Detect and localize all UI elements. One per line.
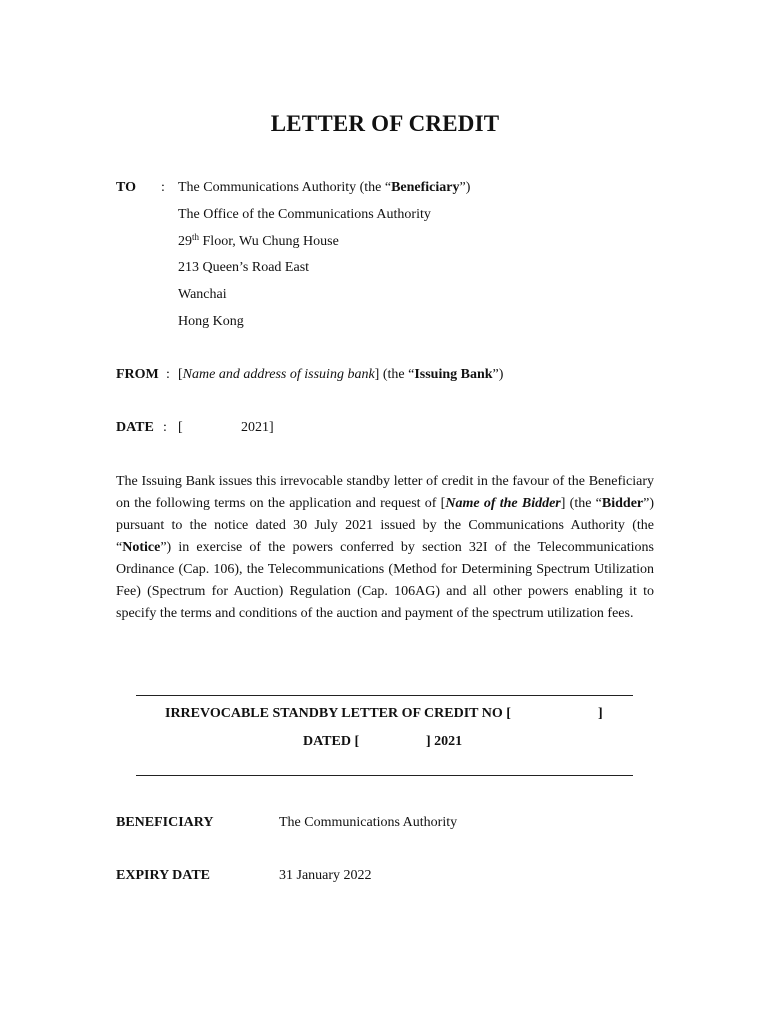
expiry-date-value: 31 January 2022 [279,868,372,883]
lc-number-label: IRREVOCABLE STANDBY LETTER OF CREDIT NO [ [165,706,511,721]
to-line-6: Hong Kong [178,314,244,329]
to-colon: : [161,180,165,195]
to-line-1 [178,180,470,196]
to-line-3 [178,234,339,250]
bottom-divider [136,775,633,776]
beneficiary-term: Beneficiary [391,180,460,195]
top-divider [136,695,633,696]
notice-term: Notice [122,540,161,555]
to-line-5: Wanchai [178,287,227,302]
issuing-bank-placeholder: Name and address of issuing bank [182,367,375,382]
from-open-bracket: [ [178,367,183,382]
to-line-2: The Office of the Communications Authority [178,207,431,222]
to-line-4: 213 Queen’s Road East [178,260,310,275]
bidder-term: Bidder [601,496,644,511]
to-label: TO [116,180,136,195]
date-label: DATE [116,420,154,435]
from-colon: : [166,367,170,382]
from-label: FROM [116,367,159,382]
floor-number: 29 [178,234,192,249]
beneficiary-label: BENEFICIARY [116,815,214,830]
issuing-bank-term: Issuing Bank [414,367,493,382]
lc-dated-label: DATED [ [303,734,360,749]
document-title: LETTER OF CREDIT [270,111,500,136]
floor-rest: Floor, Wu Chung House [199,234,339,249]
intro-paragraph [116,471,654,625]
date-open-bracket: [ [178,420,183,435]
floor-suffix: th [192,232,200,242]
from-line [178,367,503,383]
para-text-4: ”) in exercise of the powers conferred by section 32I of the Telecommunications Ordinance (Cap. 106), the Telecommunications (Method for Determining Spectrum Utilization Fee) (Spectrum for Auction) Regulation (Cap. 106AG) and all other powers enabling it to specify the terms and conditions of the auction and payment of the spectrum utilization fees. [116,540,654,621]
to-line-1-post: ”) [459,180,471,195]
expiry-date-label: EXPIRY DATE [116,868,211,883]
to-line-1-pre: The Communications Authority (the “ [178,180,392,195]
from-mid: ] (the “ [374,367,415,382]
beneficiary-value: The Communications Authority [279,815,458,830]
para-text-1: The Issuing Bank issues this irrevocable standby letter of credit in the favour of the Beneficiary on the following terms on the application and request of [ [116,474,654,511]
date-colon: : [163,420,167,435]
para-text-3: ”) pursuant to the notice dated 30 July 2021 issued by the Communications Authority (the “ [116,496,655,555]
date-year: 2021] [241,420,274,435]
lc-dated-year: ] 2021 [426,734,463,749]
lc-number-close: ] [598,706,603,721]
from-close: ”) [492,367,504,382]
bidder-name-placeholder: Name of the Bidder [445,496,561,511]
para-text-2: ] (the “ [560,496,602,511]
